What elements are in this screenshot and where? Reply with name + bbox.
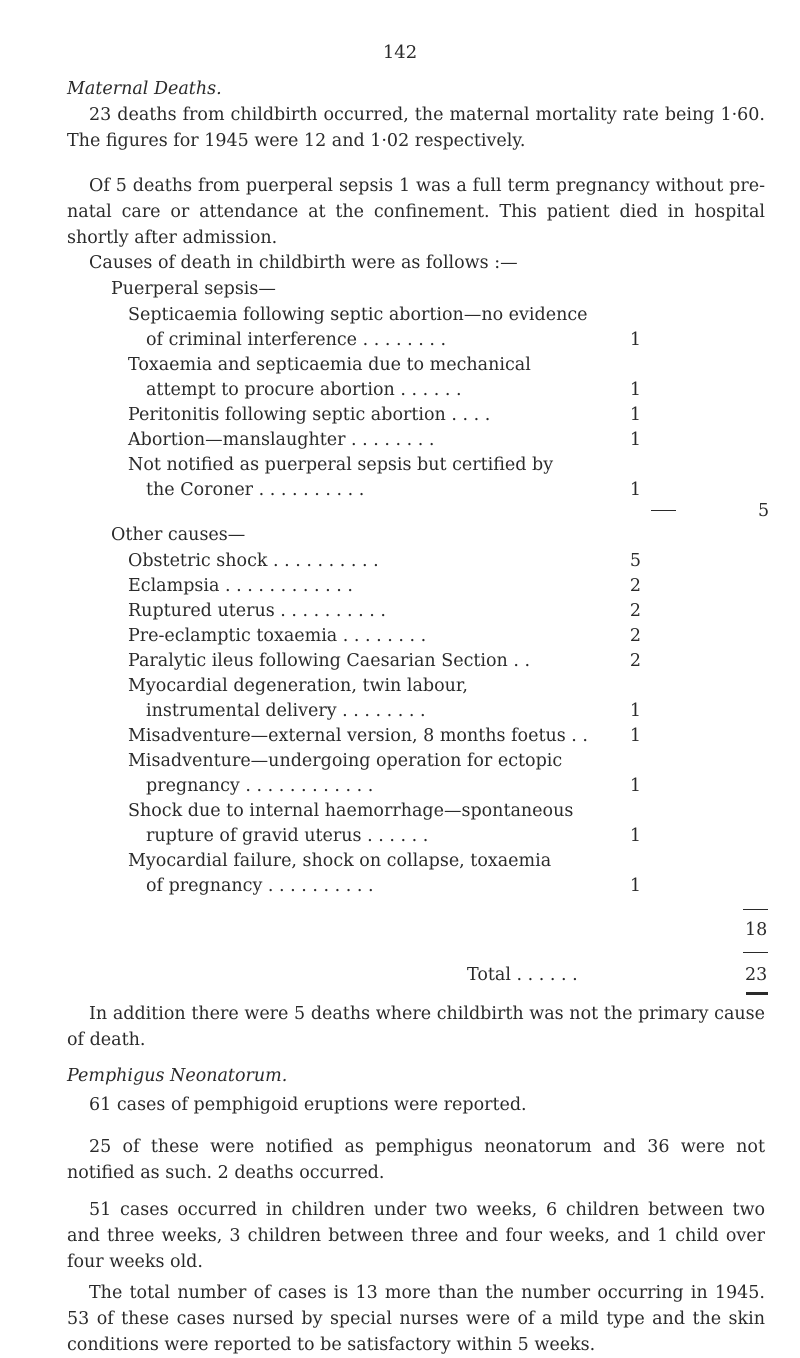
subtotal-rule [743, 909, 768, 910]
maternal-paragraph-2: Of 5 deaths from puerperal sepsis 1 was a full term pregnancy without pre-natal care or attendance at the confinement. This patient died in hospital shortly after admission. [67, 176, 765, 248]
total-label: Total . . . . . . [467, 965, 578, 985]
maternal-deaths-heading: Maternal Deaths. [67, 79, 222, 99]
puerperal-sepsis-heading: Puerperal sepsis— [111, 279, 276, 299]
cause-line: of criminal interference . . . . . . . . [146, 330, 447, 350]
page-number: 142 [382, 42, 418, 63]
pemphigus-paragraph-4: The total number of cases is 13 more than the number occurring in 1945. 53 of these cases nursed by special nurses were of a mild type and the skin conditions were reported to be satisfactory within 5 weeks. [67, 1283, 765, 1355]
cause-line: Pre-eclamptic toxaemia . . . . . . . . [128, 626, 427, 646]
cause-line: pregnancy . . . . . . . . . . . . [146, 776, 374, 796]
cause-count: 1 [629, 876, 641, 896]
cause-count: 1 [629, 480, 641, 500]
other-subtotal: 18 [745, 920, 768, 940]
cause-count: 5 [629, 551, 641, 571]
cause-line: Eclampsia . . . . . . . . . . . . [128, 576, 353, 596]
puerperal-subtotal: 5 [758, 501, 770, 521]
maternal-paragraph-3: In addition there were 5 deaths where childbirth was not the primary cause of death. [67, 1004, 765, 1050]
cause-count: 1 [629, 405, 641, 425]
cause-line: the Coroner . . . . . . . . . . [146, 480, 365, 500]
cause-line: Septicaemia following septic abortion—no evidence [128, 305, 588, 325]
total-double-rule [746, 992, 768, 995]
total-value: 23 [745, 965, 768, 985]
cause-line: Shock due to internal haemorrhage—spontaneous [128, 801, 574, 821]
subtotal-rule [651, 510, 676, 511]
cause-line: Not notified as puerperal sepsis but certified by [128, 455, 554, 475]
cause-line: Myocardial degeneration, twin labour, [128, 676, 468, 696]
cause-line: of pregnancy . . . . . . . . . . [146, 876, 374, 896]
cause-count: 1 [629, 776, 641, 796]
cause-line: instrumental delivery . . . . . . . . [146, 701, 426, 721]
causes-intro: Causes of death in childbirth were as follows :— [89, 253, 518, 273]
cause-line: Ruptured uterus . . . . . . . . . . [128, 601, 386, 621]
cause-line: Toxaemia and septicaemia due to mechanical [128, 355, 531, 375]
cause-count: 2 [629, 601, 641, 621]
total-rule [743, 952, 768, 953]
cause-count: 1 [629, 726, 641, 746]
cause-line: Paralytic ileus following Caesarian Section . . [128, 651, 531, 671]
cause-line: attempt to procure abortion . . . . . . [146, 380, 462, 400]
other-causes-heading: Other causes— [111, 525, 246, 545]
pemphigus-paragraph-1: 61 cases of pemphigoid eruptions were reported. [89, 1095, 527, 1115]
pemphigus-paragraph-2: 25 of these were notified as pemphigus neonatorum and 36 were not notified as such. 2 deaths occurred. [67, 1137, 765, 1183]
cause-line: Abortion—manslaughter . . . . . . . . [128, 430, 435, 450]
cause-count: 1 [629, 330, 641, 350]
cause-count: 1 [629, 701, 641, 721]
cause-count: 1 [629, 430, 641, 450]
pemphigus-heading: Pemphigus Neonatorum. [67, 1066, 288, 1086]
cause-line: rupture of gravid uterus . . . . . . [146, 826, 429, 846]
cause-line: Obstetric shock . . . . . . . . . . [128, 551, 379, 571]
cause-line: Myocardial failure, shock on collapse, toxaemia [128, 851, 552, 871]
cause-line: Misadventure—external version, 8 months foetus . . [128, 726, 588, 746]
cause-line: Peritonitis following septic abortion . . . . [128, 405, 491, 425]
cause-count: 2 [629, 626, 641, 646]
cause-line: Misadventure—undergoing operation for ectopic [128, 751, 563, 771]
cause-count: 1 [629, 380, 641, 400]
cause-count: 2 [629, 651, 641, 671]
maternal-paragraph-1: 23 deaths from childbirth occurred, the maternal mortality rate being 1·60. The figures for 1945 were 12 and 1·02 respectively. [67, 105, 765, 151]
cause-count: 1 [629, 826, 641, 846]
pemphigus-paragraph-3: 51 cases occurred in children under two weeks, 6 children between two and three weeks, 3 children between three and four weeks, and 1 child over four weeks old. [67, 1200, 765, 1272]
cause-count: 2 [629, 576, 641, 596]
